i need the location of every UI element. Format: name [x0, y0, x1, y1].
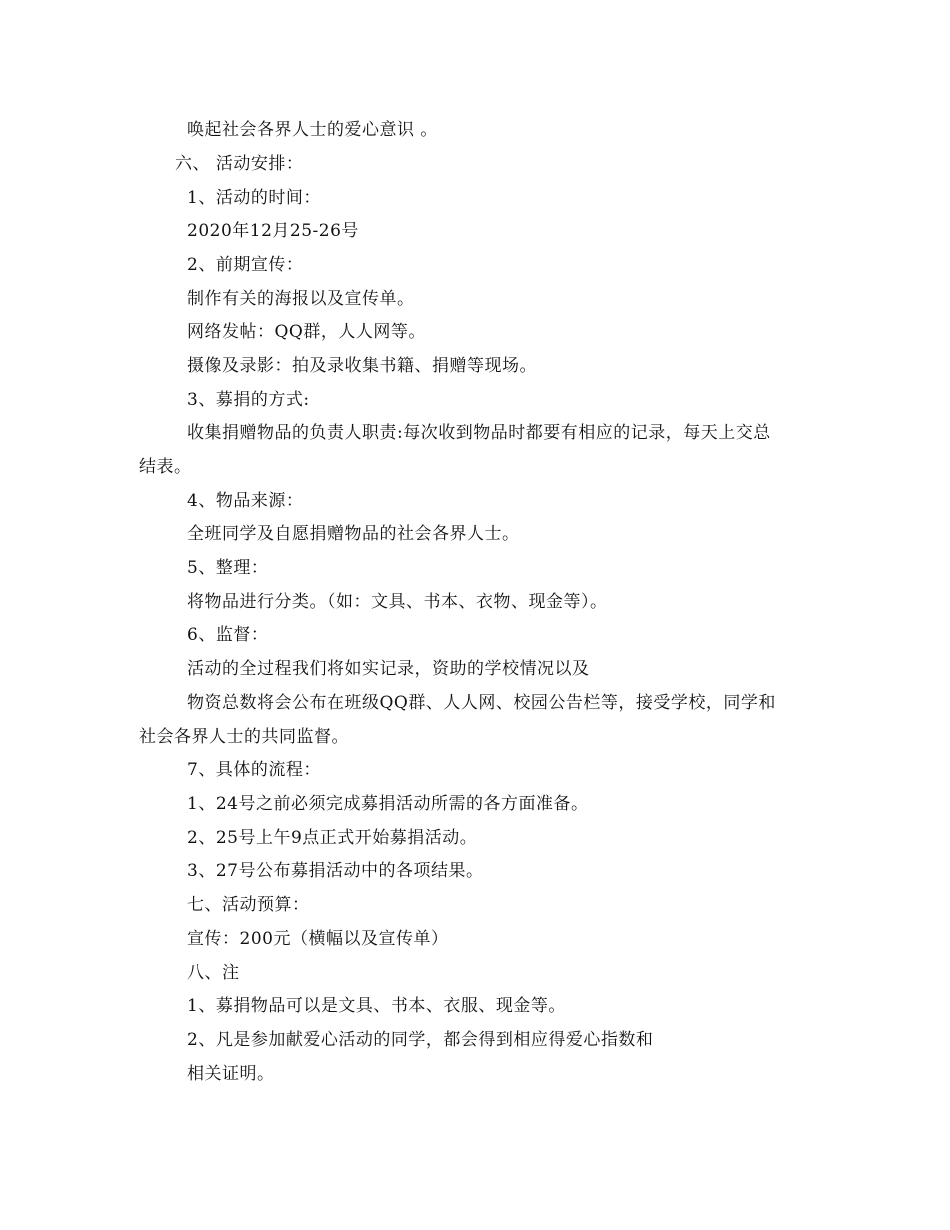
text-line: 结表。: [139, 457, 192, 477]
text-line: 相关证明。: [187, 1064, 275, 1084]
text-line: 将物品进行分类。（如：文具、书本、衣物、现金等）。: [187, 592, 608, 612]
text-line: 6、监督：: [187, 625, 269, 645]
text-line: 4、物品来源：: [187, 491, 304, 511]
text-line: 3、27号公布募捐活动中的各项结果。: [187, 861, 484, 881]
text-line: 1、活动的时间：: [187, 188, 321, 208]
text-line: 摄像及录影：拍及录收集书籍、捐赠等现场。: [187, 356, 537, 376]
section-heading: 六、 活动安排：: [175, 154, 304, 174]
text-line: 全班同学及自愿捐赠物品的社会各界人士。: [187, 524, 520, 544]
text-line: 唤起社会各界人士的爱心意识 。: [187, 120, 438, 140]
text-line: 2、前期宣传：: [187, 255, 304, 275]
text-line: 宣传：200元（横幅以及宣传单）: [187, 929, 449, 949]
text-line: 社会各界人士的共同监督。: [139, 727, 349, 747]
text-line: 活动的全过程我们将如实记录，资助的学校情况以及: [187, 659, 590, 679]
section-heading: 八、注: [187, 963, 240, 983]
text-line: 网络发帖：QQ群，人人网等。: [187, 322, 426, 342]
text-line: 2、25号上午9点正式开始募捐活动。: [187, 828, 478, 848]
text-line: 2、凡是参加献爱心活动的同学，都会得到相应得爱心指数和: [187, 1030, 654, 1050]
text-line: 制作有关的海报以及宣传单。: [187, 289, 415, 309]
text-line: 物资总数将会公布在班级QQ群、人人网、校园公告栏等，接受学校，同学和: [187, 693, 776, 713]
section-heading: 七、活动预算：: [187, 895, 310, 915]
text-line: 7、具体的流程：: [187, 760, 321, 780]
text-line: 1、募捐物品可以是文具、书本、衣服、现金等。: [187, 996, 566, 1016]
text-line: 收集捐赠物品的负责人职责:每次收到物品时都要有相应的记录，每天上交总: [187, 423, 771, 443]
text-line: 1、24号之前必须完成募捐活动所需的各方面准备。: [187, 794, 589, 814]
text-line: 2020年12月25-26号: [187, 221, 359, 241]
text-line: 5、整理：: [187, 558, 269, 578]
text-line: 3、募捐的方式:: [187, 390, 310, 410]
